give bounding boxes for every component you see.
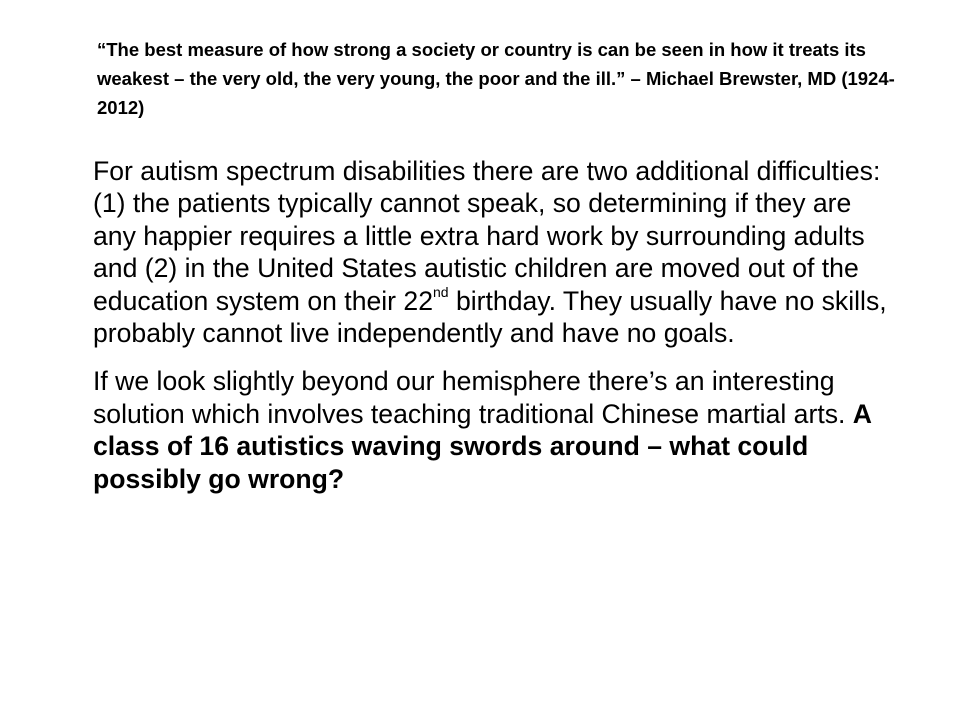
paragraph-2-bold-text: A class of 16 autistics waving swords around – what could possibly go wrong?: [93, 398, 871, 494]
paragraph-martial-arts-solution: [93, 365, 893, 495]
quote-text: “The best measure of how strong a society or country is can be seen in how it treats its weakest – the very old, the very young, the poor and the ill.” – Michael Brewster, MD (1924-2012): [97, 39, 895, 118]
ordinal-suffix: nd: [433, 283, 449, 300]
paragraph-2-text: If we look slightly beyond our hemisphere there’s an interesting solution which involves teaching traditional Chinese martial arts.: [93, 366, 853, 429]
body-text: [93, 155, 893, 495]
paragraph-1-text-continued: birthday. They usually have no skills, probably cannot live independently and have no goals.: [93, 285, 887, 349]
paragraph-1-text: For autism spectrum disabilities there are two additional difficulties: (1) the patients typically cannot speak, so determining if they are any happier requires a little extra hard work by surrounding adults and (2) in the United States autistic children are moved out of the education system on their 22: [93, 156, 881, 316]
paragraph-autism-difficulties: [93, 155, 893, 349]
